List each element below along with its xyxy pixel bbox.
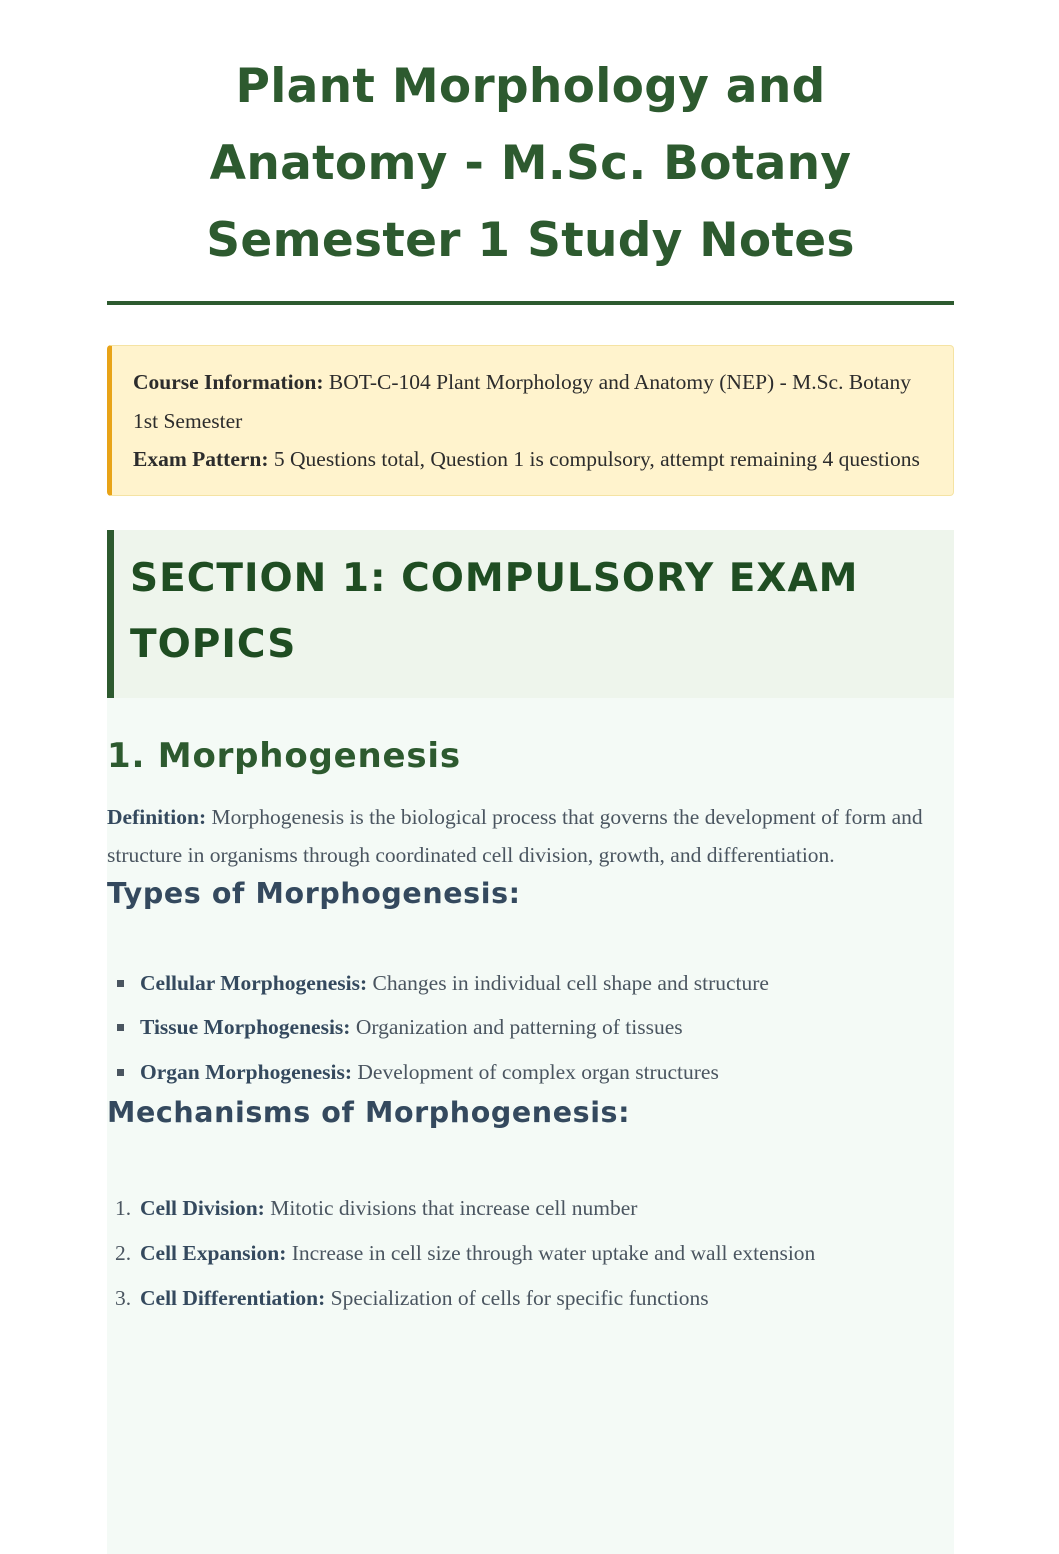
exam-pattern-label: Exam Pattern: (133, 447, 269, 471)
list-item (115, 1231, 954, 1276)
document-page (107, 0, 954, 1554)
list-item (115, 1186, 954, 1231)
section-title: SECTION 1: COMPULSORY EXAM TOPICS (130, 555, 859, 667)
section-content (107, 698, 954, 1554)
definition-text: Morphogenesis is the biological process that governs the development of form and structure in organisms through coordinated cell division, growth, and differentiation. (107, 804, 923, 867)
page-title-line-2: Anatomy - M.Sc. Botany (209, 136, 852, 191)
list-item-text: Organization and patterning of tissues (355, 1015, 683, 1039)
course-info-box (107, 345, 954, 496)
page-title (107, 48, 954, 279)
list-item (140, 1050, 954, 1095)
types-list (107, 961, 954, 1095)
bullet-icon (117, 1024, 124, 1031)
list-item-text: Development of complex organ structures (357, 1059, 719, 1084)
list-item (115, 1276, 954, 1321)
course-info-line (133, 363, 933, 440)
list-item (140, 961, 954, 1006)
definition-label: Definition: (107, 804, 207, 829)
list-item-label: Cell Differentiation: (140, 1286, 326, 1310)
list-item-text: Mitotic divisions that increase cell number (270, 1196, 638, 1220)
list-item (140, 1005, 954, 1050)
list-item-label: Organ Morphogenesis: (140, 1059, 353, 1084)
title-divider (107, 301, 954, 305)
list-item-label: Cellular Morphogenesis: (140, 970, 368, 995)
topic-heading: 1. Morphogenesis (107, 735, 461, 776)
mechanisms-list (107, 1186, 954, 1321)
definition-paragraph (107, 798, 954, 875)
bullet-icon (117, 980, 124, 987)
course-info-value: BOT-C-104 Plant Morphology and Anatomy (NEP) - M.Sc. Botany 1st Semester (133, 370, 911, 433)
course-info-label: Course Information: (133, 370, 324, 394)
types-heading: Types of Morphogenesis: (107, 876, 521, 910)
list-item-number: 2. (115, 1241, 132, 1265)
list-item-label: Cell Expansion: (140, 1241, 287, 1265)
list-item-label: Tissue Morphogenesis: (140, 1015, 351, 1039)
list-item-number: 1. (115, 1196, 132, 1220)
list-item-text: Increase in cell size through water uptake and wall extension (291, 1241, 816, 1265)
page-title-line-3: Semester 1 Study Notes (206, 213, 855, 268)
exam-pattern-value: 5 Questions total, Question 1 is compulsory, attempt remaining 4 questions (273, 447, 920, 471)
list-item-text: Changes in individual cell shape and structure (372, 970, 769, 995)
list-item-number: 3. (115, 1286, 132, 1310)
exam-pattern-line (133, 440, 933, 479)
list-item-text: Specialization of cells for specific functions (330, 1286, 709, 1310)
mechanisms-heading: Mechanisms of Morphogenesis: (107, 1096, 631, 1129)
section-header (107, 530, 954, 698)
bullet-icon (117, 1069, 124, 1076)
page-title-line-1: Plant Morphology and (235, 59, 826, 114)
list-item-label: Cell Division: (140, 1196, 265, 1220)
